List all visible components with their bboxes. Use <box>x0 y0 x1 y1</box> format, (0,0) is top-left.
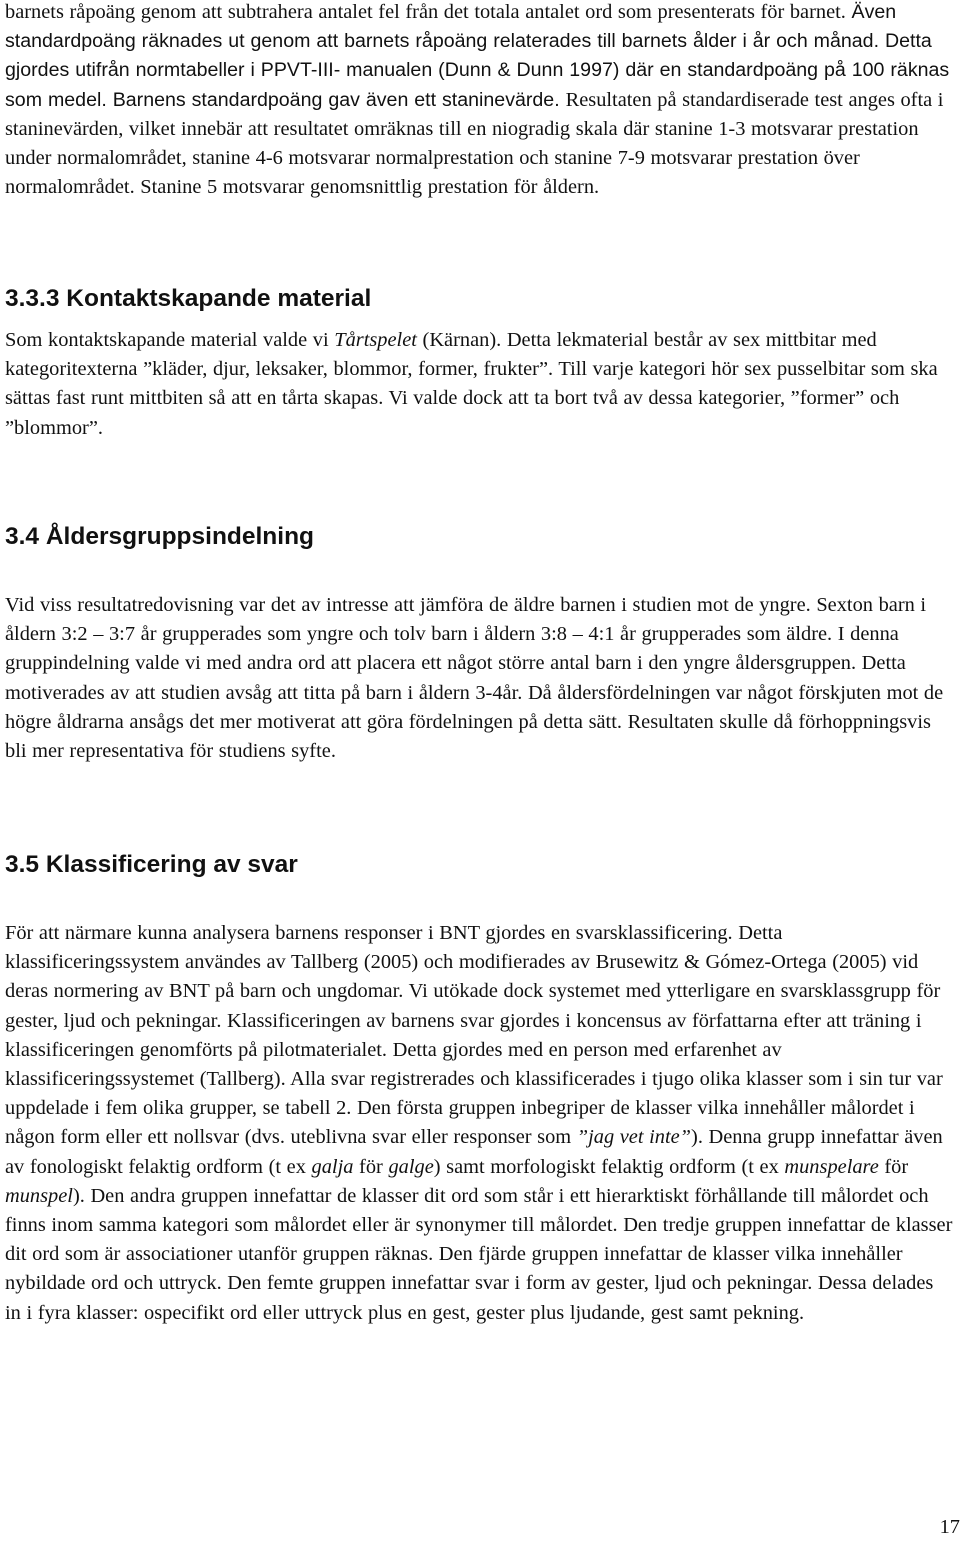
kontakt-game-title: Tårtspelet <box>334 329 417 351</box>
klass-emph-2: galja <box>311 1155 354 1178</box>
heading-3-3-3: 3.3.3 Kontaktskapande material <box>5 285 372 312</box>
klass-emph-1: ”jag vet inte” <box>576 1126 692 1149</box>
klass-text-3: för <box>353 1155 389 1178</box>
klass-emph-3: galge <box>388 1155 434 1178</box>
intro-sentence-2: Även standardpoäng räknades ut genom att barnets råpoäng relaterades till barnets ålder i år och månad. Detta gjordes utifrån normtabeller i PPVT-III- manualen (Dunn & Dunn 1997) där en standardpoäng på 100 räknas som medel. Barnens standardpoäng gav även ett staninevärde. <box>5 1 950 111</box>
klass-emph-5: munspel <box>5 1184 73 1207</box>
kontakt-text-b: (Kärnan). Detta lekmaterial består av sex mittbitar med kategoritexterna ”kläder, djur, leksaker, blommor, former, frukter”. Till varje kategori hör sex pusselbitar som ska sättas fast runt mittbiten så att en tårta skapas. Vi valde dock att ta bort två av dessa kategorier, ”former” och ”blommor”. <box>5 329 938 439</box>
paragraph-aldersgrupp: Vid viss resultatredovisning var det av intresse att jämföra de äldre barnen i studien mot de yngre. Sexton barn i åldern 3:2 – 3:7 år grupperades som yngre och tolv barn i åldern 3:8 – 4:1 år grupperades som äldre. I denna gruppindelning valde vi med andra ord att placera ett något större antal barn i den yngre åldersgruppen. Detta motiverades av att studien avsåg att titta på barn i åldern 3-4år. Då åldersfördelningen var något förskjuten mot de högre åldrarna ansågs det mer motiverat att göra fördelningen på detta sätt. Resultaten skulle då förhoppningsvis bli mer representativa för studiens syfte. <box>5 594 944 763</box>
klass-emph-4: munspelare <box>784 1155 879 1178</box>
klass-text-4: ) samt morfologiskt felaktig ordform (t ex <box>433 1155 785 1178</box>
klass-text-2: ). Denna grupp innefattar även av fonologiskt felaktig ordform (t ex <box>5 1126 943 1178</box>
klass-text-5: för <box>878 1155 909 1178</box>
heading-3-4: 3.4 Åldersgruppsindelning <box>5 523 315 550</box>
klass-text-1: För att närmare kunna analysera barnens responser i BNT gjordes en svarsklassificering. Detta klassificeringssystem användes av Tallberg (2005) och modifierades av Brusewitz & Gómez-Ortega (2005) vid deras normering av BNT på barn och ungdomar. Vi utökade dock systemet med ytterligare en svarsklassgrupp för gester, ljud och pekningar. Klassificeringen av barnens svar gjordes i koncensus av författarna efter att träning i klassificeringen genomförts på pilotmaterialet. Detta gjordes med en person med erfarenhet av klassificeringssystemet (Tallberg). Alla svar registrerades och klassificerades i tjugo olika klasser som i sin tur var uppdelade i fem olika grupper, se tabell 2. Den första gruppen inbegriper de klasser vilka innehåller målordet i någon form eller ett nollsvar (dvs. uteblivna svar eller responser som <box>5 922 943 1149</box>
page-number: 17 <box>939 1516 960 1538</box>
klass-text-6: ). Den andra gruppen innefattar de klasser dit ord som står i ett hierarktiskt förhållande till målordet och finns inom samma kategori som målordet eller är synonymer till målordet. Den tredje gruppen innefattar de klasser dit ord som är associationer utanför gruppen räknas. Den fjärde gruppen innefattar de klasser vilka innehåller nybildade ord och uttryck. Den femte gruppen innefattar svar i form av gester, ljud och pekningar. Dessa delades in i fyra klasser: ospecifikt ord eller uttryck plus en gest, gester plus ljudande, gest samt pekning. <box>5 1184 953 1324</box>
intro-sentence-1: barnets råpoäng genom att subtrahera antalet fel från det totala antalet ord som presenterats för barnet. <box>5 1 852 23</box>
heading-3-5: 3.5 Klassificering av svar <box>5 851 298 878</box>
intro-paragraph <box>5 0 954 202</box>
paragraph-kontaktskapande <box>5 326 954 443</box>
kontakt-text-a: Som kontaktskapande material valde vi <box>5 329 335 351</box>
paragraph-klassificering <box>5 919 954 1328</box>
intro-sentence-3: Resultaten på standardiserade test anges ofta i staninevärden, vilket innebär att resultatet omräknas till en niogradig skala där stanine 1-3 motsvarar prestation under normalområdet, stanine 4-6 motsvarar normalprestation och stanine 7-9 motsvarar prestation över normalområdet. Stanine 5 motsvarar genomsnittlig prestation för åldern. <box>5 88 944 199</box>
